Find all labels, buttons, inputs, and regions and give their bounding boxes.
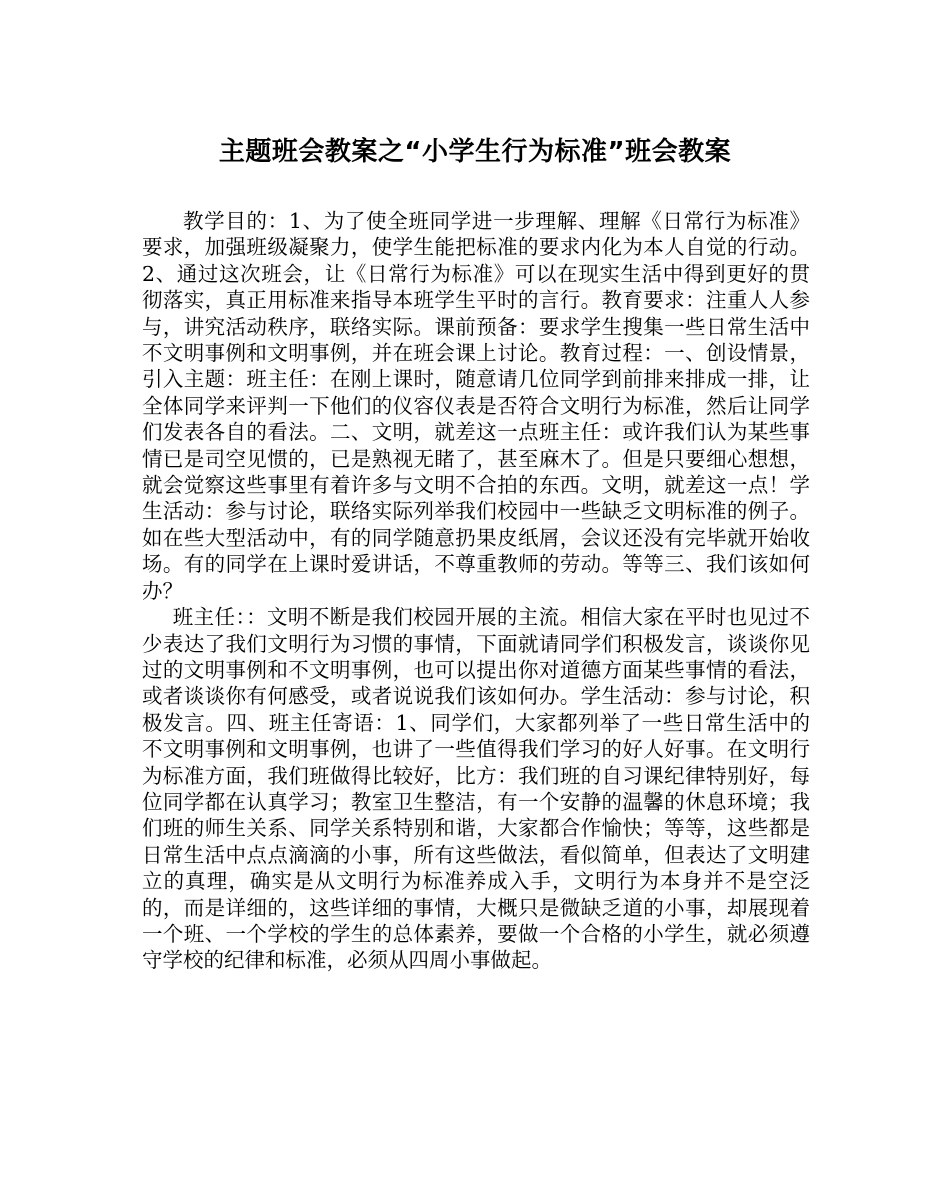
document-body (142, 208, 810, 974)
body-paragraph: 班主任：：文明不断是我们校园开展的主流。相信大家在平时也见过不少表达了我们文明行为习惯的事情，下面就请同学们积极发言，谈谈你见过的文明事例和不文明事例，也可以提出你对道德方面某些事情的看法，或者谈谈你有何感受，或者说说我们该如何办。学生活动：参与讨论，积极发言。四、班主任寄语：1、同学们，大家都列举了一些日常生活中的不文明事例和文明事例，也讲了一些值得我们学习的好人好事。在文明行为标准方面，我们班做得比较好，比方：我们班的自习课纪律特别好，每位同学都在认真学习；教室卫生整洁，有一个安静的温馨的休息环境；我们班的师生关系、同学关系特别和谐，大家都合作愉快；等等，这些都是日常生活中点点滴滴的小事，所有这些做法，看似简单，但表达了文明建立的真理，确实是从文明行为标准养成入手，文明行为本身并不是空泛的，而是详细的，这些详细的事情，大概只是微缺乏道的小事，却展现着一个班、一个学校的学生的总体素养，要做一个合格的小学生，就必须遵守学校的纪律和标准，必须从四周小事做起。 (142, 605, 810, 973)
document-title: 主题班会教案之“小学生行为标准”班会教案 (218, 137, 732, 167)
body-paragraph: 教学目的：1、为了使全班同学进一步理解、理解《日常行为标准》要求，加强班级凝聚力，使学生能把标准的要求内化为本人自觉的行动。2、通过这次班会，让《日常行为标准》可以在现实生活中得到更好的贯彻落实，真正用标准来指导本班学生平时的言行。教育要求：注重人人参与，讲究活动秩序，联络实际。课前预备：要求学生搜集一些日常生活中不文明事例和文明事例，并在班会课上讨论。教育过程：一、创设情景，引入主题：班主任：在刚上课时，随意请几位同学到前排来排成一排，让全体同学来评判一下他们的仪容仪表是否符合文明行为标准，然后让同学们发表各自的看法。二、文明，就差这一点班主任：或许我们认为某些事情已是司空见惯的，已是熟视无睹了，甚至麻木了。但是只要细心想想，就会觉察这些事里有着许多与文明不合拍的东西。文明，就差这一点！学生活动：参与讨论，联络实际列举我们校园中一些缺乏文明标准的例子。如在些大型活动中，有的同学随意扔果皮纸屑，会议还没有完毕就开始收场。有的同学在上课时爱讲话，不尊重教师的劳动。等等三、我们该如何办？ (142, 209, 810, 603)
